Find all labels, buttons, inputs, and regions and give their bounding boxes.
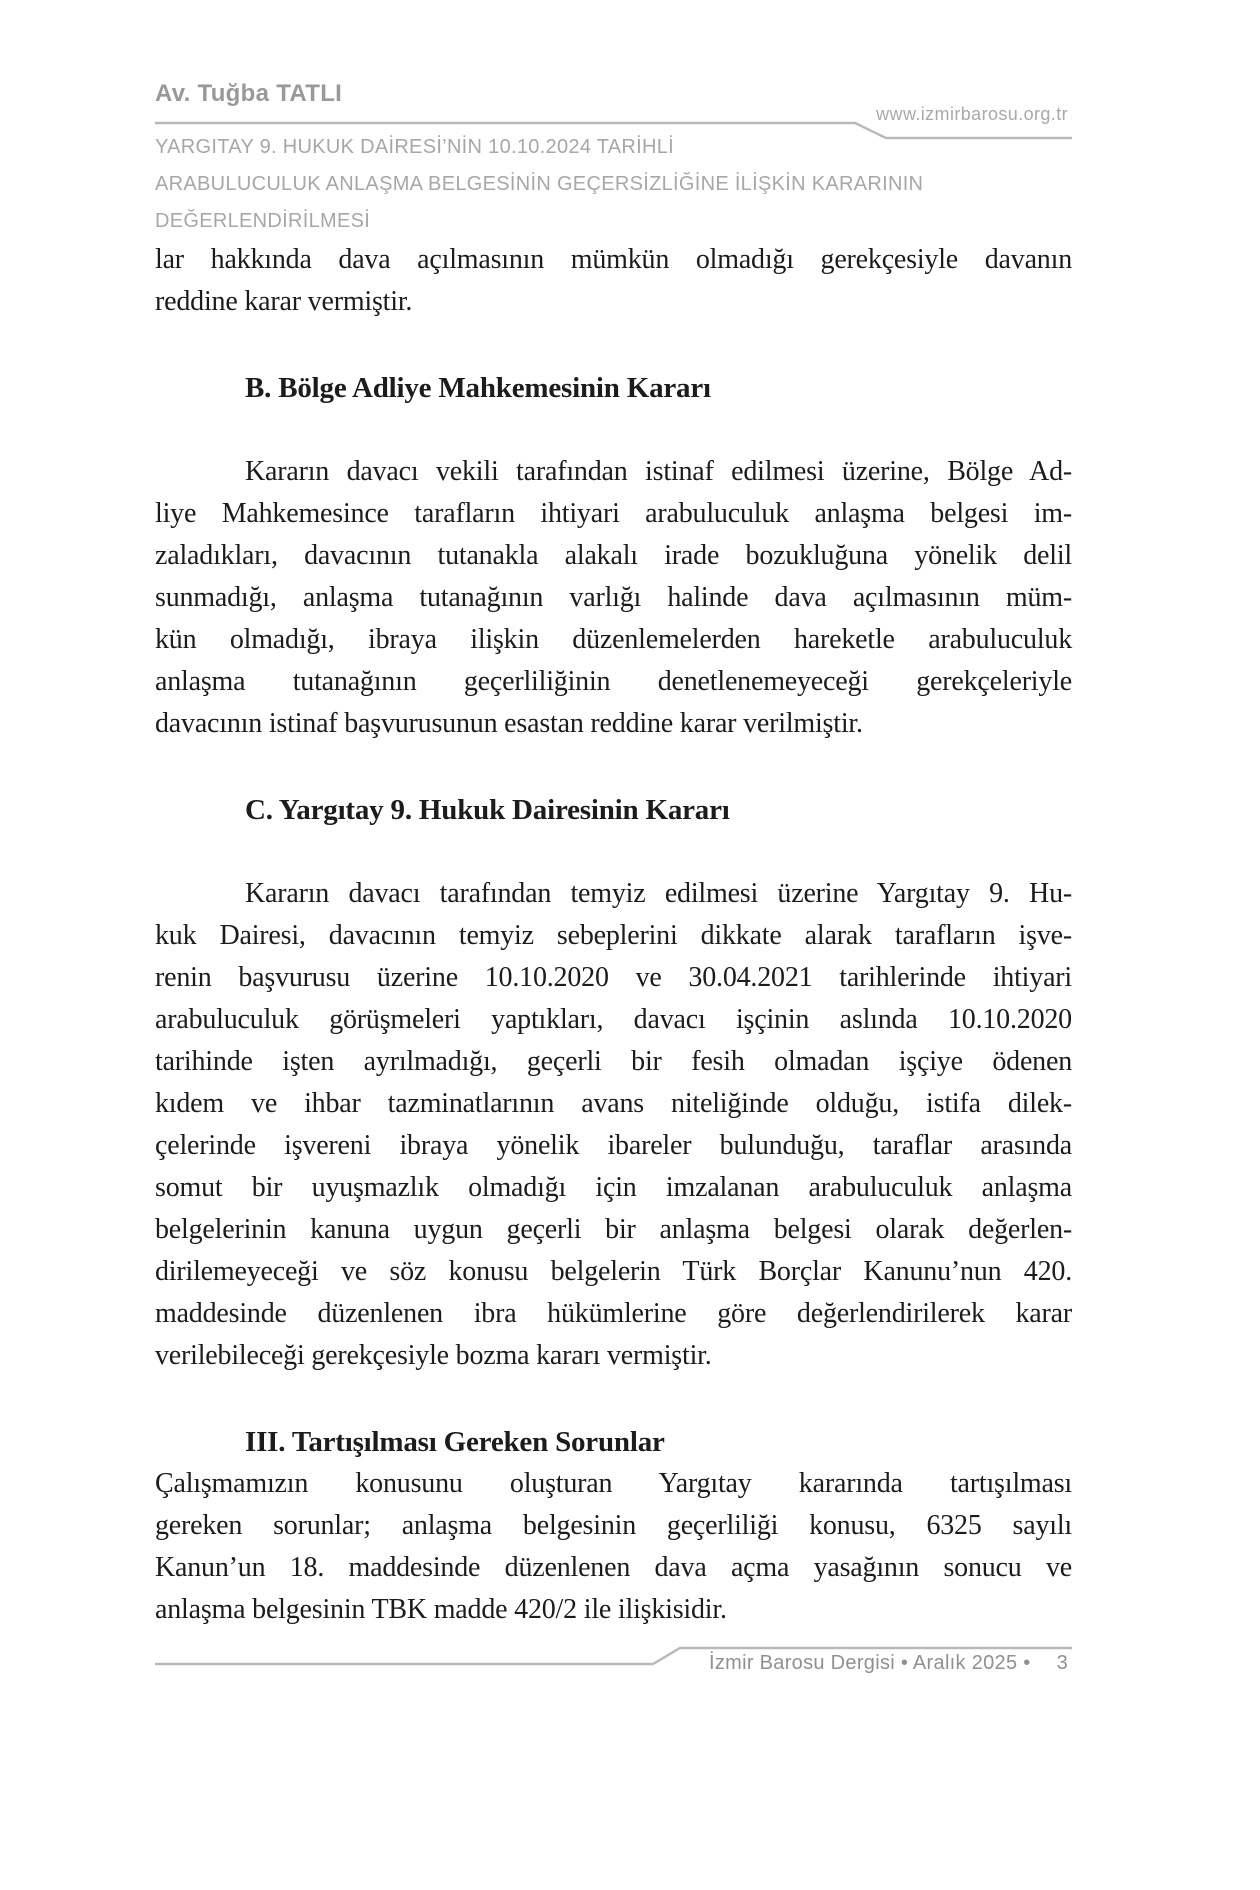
body-line: kuk Dairesi, davacının temyiz sebeplerini dikkate alarak tarafların işve- [155, 920, 1072, 951]
body-line: renin başvurusu üzerine 10.10.2020 ve 30.04.2021 tarihlerinde ihtiyari [155, 962, 1072, 993]
journal-website: www.izmirbarosu.org.tr [876, 104, 1068, 124]
body-line: zaladıkları, davacının tutanakla alakalı irade bozukluğuna yönelik delil [155, 540, 1072, 571]
body-line: anlaşma tutanağının geçerliliğinin denetlenemeyeceği gerekçeleriyle [155, 666, 1072, 697]
article-title-line: ARABULUCULUK ANLAŞMA BELGESİNİN GEÇERSİZLİĞİNE İLİŞKİN KARARININ [155, 173, 924, 195]
body-line: gereken sorunlar; anlaşma belgesinin geçerliliği konusu, 6325 sayılı [155, 1510, 1072, 1541]
body-line: sunmadığı, anlaşma tutanağının varlığı halinde dava açılmasının müm- [155, 582, 1072, 613]
body-line: davacının istinaf başvurusunun esastan reddine karar verilmiştir. [155, 708, 863, 739]
body-line: somut bir uyuşmazlık olmadığı için imzalanan arabuluculuk anlaşma [155, 1172, 1072, 1203]
body-line: Çalışmamızın konusunu oluşturan Yargıtay kararında tartışılması [155, 1468, 1072, 1499]
section-heading: III. Tartışılması Gereken Sorunlar [245, 1426, 665, 1458]
body-line: dirilemeyeceği ve söz konusu belgelerin Türk Borçlar Kanunu’nun 420. [155, 1256, 1072, 1287]
body-line: maddesinde düzenlenen ibra hükümlerine göre değerlendirilerek karar [155, 1298, 1072, 1329]
section-heading: B. Bölge Adliye Mahkemesinin Kararı [245, 372, 711, 404]
body-line: Kanun’un 18. maddesinde düzenlenen dava açma yasağının sonucu ve [155, 1552, 1072, 1583]
body-line: arabuluculuk görüşmeleri yaptıkları, davacı işçinin aslında 10.10.2020 [155, 1004, 1072, 1035]
body-line: anlaşma belgesinin TBK madde 420/2 ile ilişkisidir. [155, 1594, 727, 1625]
section-heading: C. Yargıtay 9. Hukuk Dairesinin Kararı [245, 794, 730, 826]
paragraph [155, 239, 1072, 323]
body-line: kün olmadığı, ibraya ilişkin düzenlemelerden hareketle arabuluculuk [155, 624, 1072, 655]
article-body [155, 239, 1072, 1631]
paragraph [155, 1463, 1072, 1631]
article-title-line: DEĞERLENDİRİLMESİ [155, 210, 371, 232]
paragraph [155, 873, 1072, 1377]
body-line: Kararın davacı vekili tarafından istinaf edilmesi üzerine, Bölge Ad- [245, 456, 1072, 487]
article-title [155, 129, 1115, 240]
author-name: Av. Tuğba TATLI [155, 80, 343, 107]
body-line: liye Mahkemesince tarafların ihtiyari arabuluculuk anlaşma belgesi im- [155, 498, 1072, 529]
body-line: kıdem ve ihbar tazminatlarının avans niteliğinde olduğu, istifa dilek- [155, 1088, 1072, 1119]
body-line: belgelerinin kanuna uygun geçerli bir anlaşma belgesi olarak değerlen- [155, 1214, 1072, 1245]
body-line: lar hakkında dava açılmasının mümkün olmadığı gerekçesiyle davanın [155, 244, 1072, 275]
body-line: verilebileceği gerekçesiyle bozma kararı vermiştir. [155, 1340, 712, 1371]
body-line: çelerinde işvereni ibraya yönelik ibareler bulunduğu, taraflar arasında [155, 1130, 1072, 1161]
article-title-line: YARGITAY 9. HUKUK DAİRESİ’NİN 10.10.2024 TARİHLİ [155, 136, 675, 158]
paragraph [155, 451, 1072, 745]
body-line: tarihinde işten ayrılmadığı, geçerli bir fesih olmadan işçiye ödenen [155, 1046, 1072, 1077]
journal-issue-line: İzmir Barosu Dergisi • Aralık 2025 • [708, 1652, 1031, 1674]
page-number: 3 [1056, 1652, 1068, 1674]
body-line: reddine karar vermiştir. [155, 286, 413, 317]
body-line: Kararın davacı tarafından temyiz edilmesi üzerine Yargıtay 9. Hu- [245, 878, 1072, 909]
footer [709, 1652, 1068, 1675]
